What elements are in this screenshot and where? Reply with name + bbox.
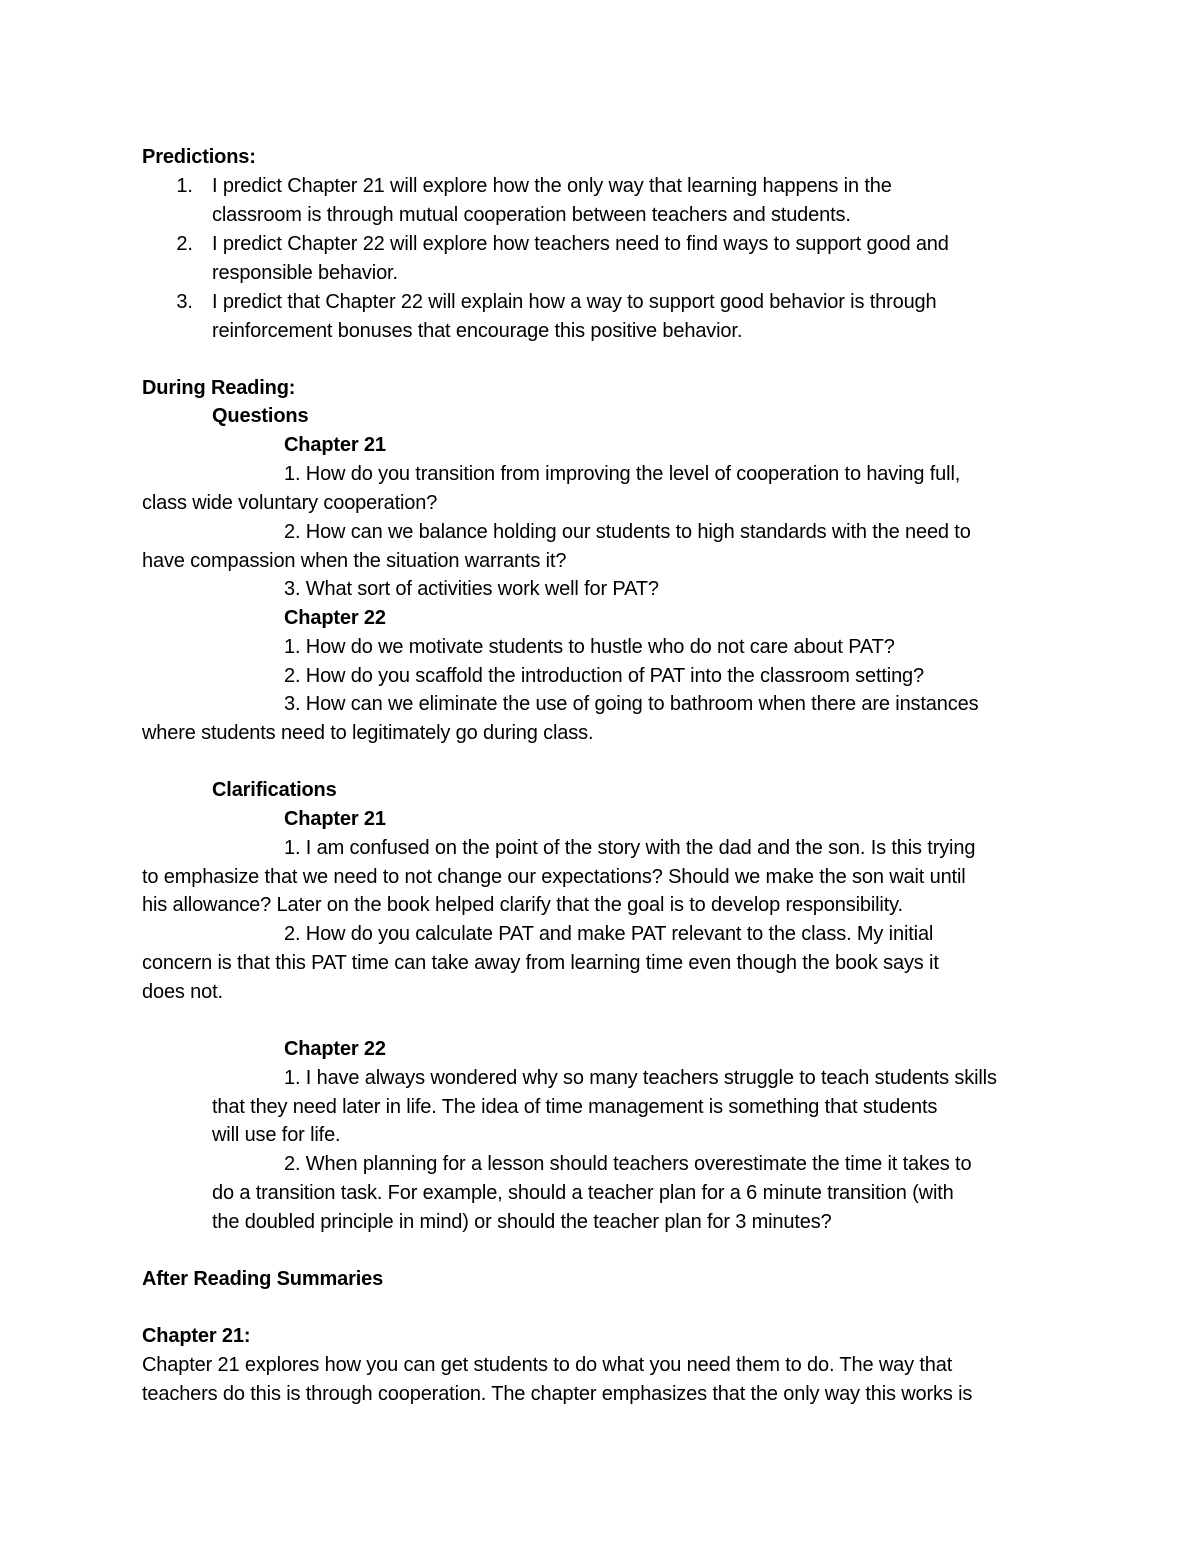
prediction-1-line-2: classroom is through mutual cooperation between teachers and students. [212, 204, 851, 226]
summary-21-line-2: teachers do this is through cooperation. The chapter emphasizes that the only way this works is [142, 1383, 973, 1405]
predictions-heading: Predictions: [142, 146, 256, 168]
during-reading-heading: During Reading: [142, 377, 296, 399]
prediction-number: 3. [176, 291, 193, 313]
clarification-22-2-line-2: do a transition task. For example, should a teacher plan for a 6 minute transition (with [212, 1182, 954, 1204]
prediction-1-line-1: I predict Chapter 21 will explore how the only way that learning happens in the [212, 175, 892, 197]
prediction-number: 1. [176, 175, 193, 197]
clarification-21-2-line-2: concern is that this PAT time can take away from learning time even though the book says it [142, 952, 939, 974]
questions-chapter-22-heading: Chapter 22 [284, 607, 386, 629]
after-reading-heading: After Reading Summaries [142, 1268, 384, 1290]
clarification-21-1-line-3: his allowance? Later on the book helped clarify that the goal is to develop responsibility. [142, 894, 903, 916]
question-22-2-line-1: 2. How do you scaffold the introduction of PAT into the classroom setting? [284, 665, 925, 687]
prediction-3-line-1: I predict that Chapter 22 will explain how a way to support good behavior is through [212, 291, 937, 313]
summary-chapter-21-heading: Chapter 21: [142, 1325, 251, 1347]
clarification-22-1-line-1: 1. I have always wondered why so many teachers struggle to teach students skills [284, 1067, 997, 1089]
prediction-3-line-2: reinforcement bonuses that encourage this positive behavior. [212, 320, 743, 342]
clarification-21-1-line-1: 1. I am confused on the point of the story with the dad and the son. Is this trying [284, 837, 976, 859]
question-21-1-line-1: 1. How do you transition from improving the level of cooperation to having full, [284, 463, 961, 485]
questions-chapter-21-heading: Chapter 21 [284, 434, 386, 456]
clarification-22-2-line-1: 2. When planning for a lesson should teachers overestimate the time it takes to [284, 1153, 972, 1175]
clarifications-chapter-22-heading: Chapter 22 [284, 1038, 386, 1060]
question-22-3-line-1: 3. How can we eliminate the use of going to bathroom when there are instances [284, 693, 979, 715]
clarification-21-2-line-3: does not. [142, 981, 223, 1003]
prediction-number: 2. [176, 233, 193, 255]
question-21-2-line-2: have compassion when the situation warrants it? [142, 550, 567, 572]
prediction-2-line-2: responsible behavior. [212, 262, 398, 284]
clarifications-heading: Clarifications [212, 779, 337, 801]
clarification-22-1-line-2: that they need later in life. The idea of time management is something that students [212, 1096, 938, 1118]
question-21-2-line-1: 2. How can we balance holding our students to high standards with the need to [284, 521, 971, 543]
question-22-3-line-2: where students need to legitimately go during class. [142, 722, 594, 744]
questions-heading: Questions [212, 405, 309, 427]
clarification-21-2-line-1: 2. How do you calculate PAT and make PAT relevant to the class. My initial [284, 923, 934, 945]
clarification-22-2-line-3: the doubled principle in mind) or should the teacher plan for 3 minutes? [212, 1211, 832, 1233]
question-21-1-line-2: class wide voluntary cooperation? [142, 492, 438, 514]
clarifications-chapter-21-heading: Chapter 21 [284, 808, 386, 830]
clarification-22-1-line-3: will use for life. [212, 1124, 341, 1146]
summary-21-line-1: Chapter 21 explores how you can get students to do what you need them to do. The way that [142, 1354, 953, 1376]
prediction-2-line-1: I predict Chapter 22 will explore how teachers need to find ways to support good and [212, 233, 949, 255]
question-22-1-line-1: 1. How do we motivate students to hustle who do not care about PAT? [284, 636, 895, 658]
question-21-3-line-1: 3. What sort of activities work well for PAT? [284, 578, 659, 600]
clarification-21-1-line-2: to emphasize that we need to not change our expectations? Should we make the son wait until [142, 866, 966, 888]
